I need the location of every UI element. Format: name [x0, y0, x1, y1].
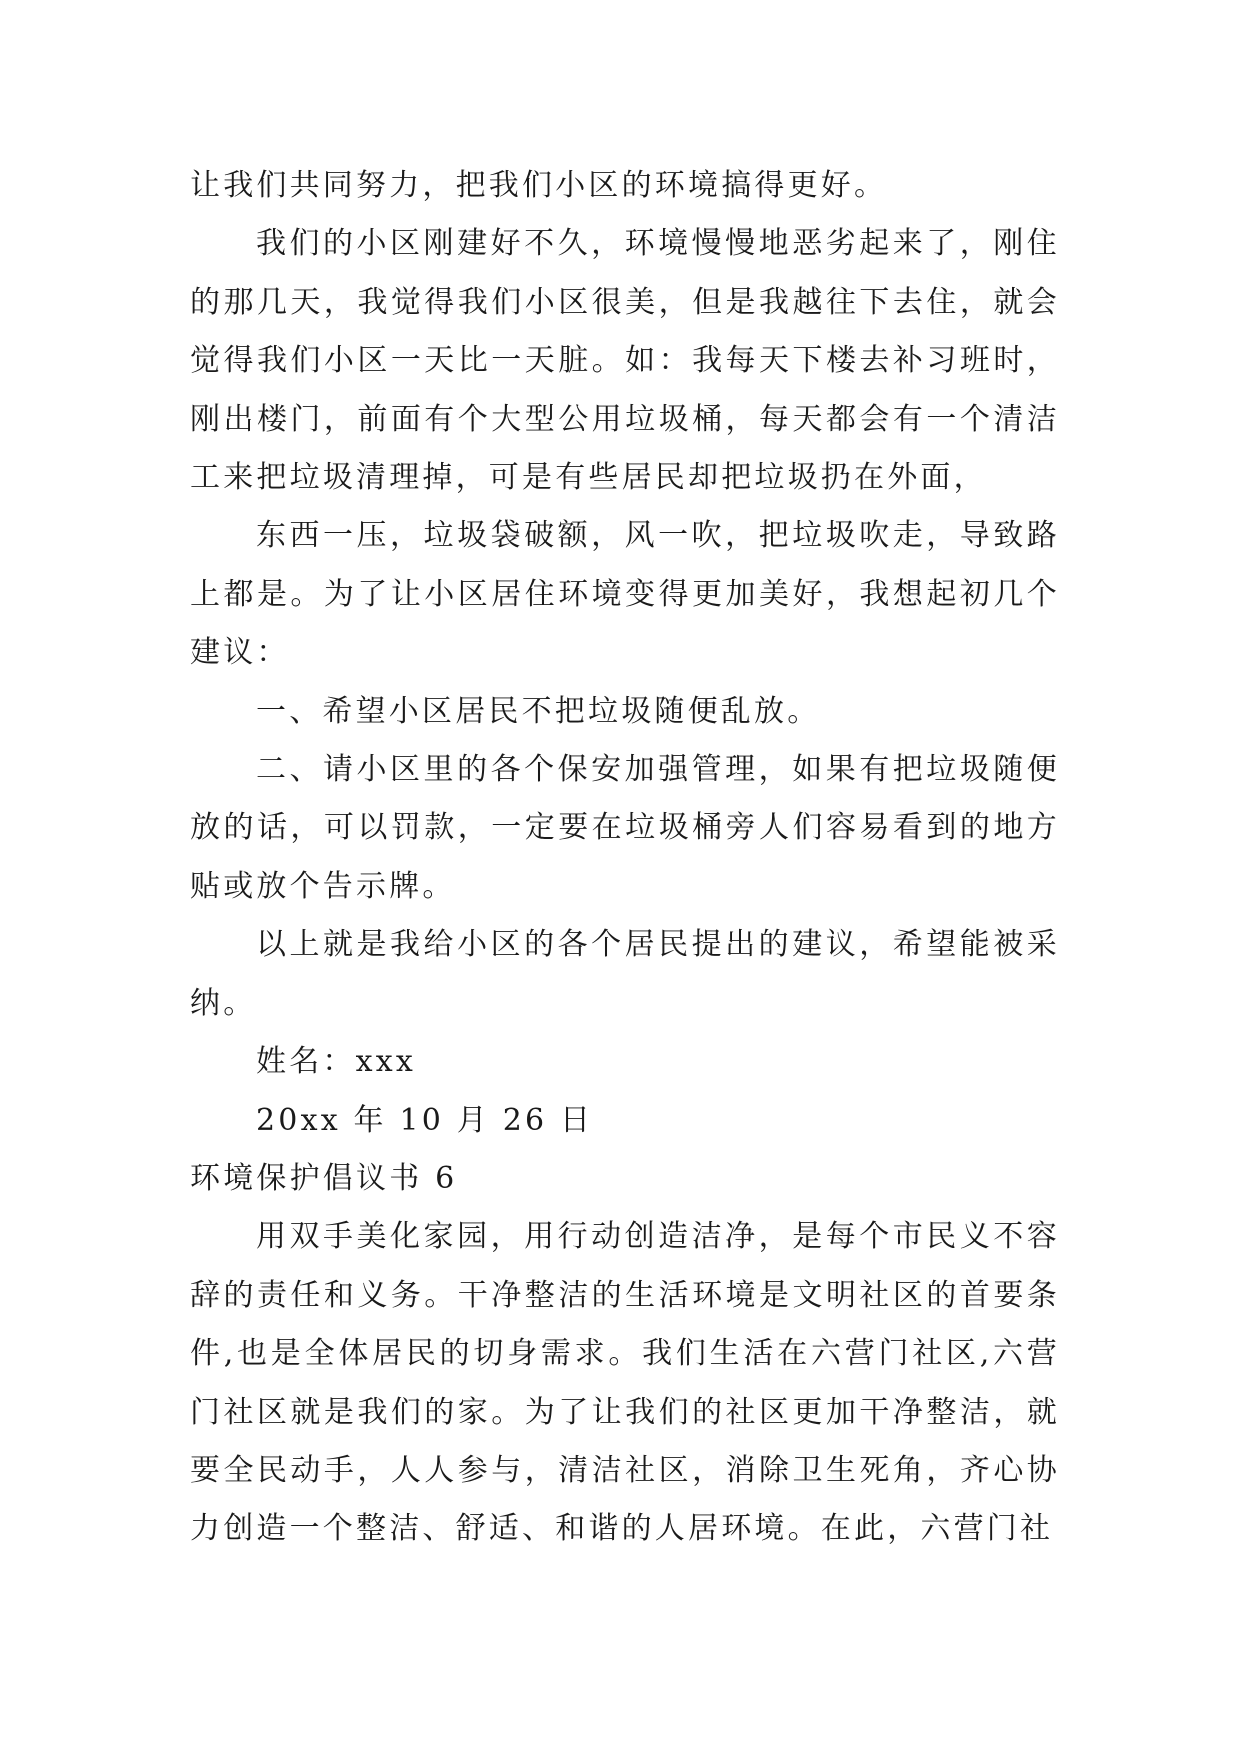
paragraph-closing-line: 让我们共同努力，把我们小区的环境搞得更好。: [190, 168, 888, 203]
signature-name: 姓名：xxx: [256, 1044, 416, 1080]
paragraph-environment-description: 我们的小区刚建好不久，环境慢慢地恶劣起来了，刚住的那几天，我觉得我们小区很美，但是我越往下去住，就会觉得我们小区一天比一天脏。如：我每天下楼去补习班时，刚出楼门，前面有个大型公用垃圾桶，每天都会有一个清洁工来把垃圾清理掉，可是有些居民却把垃圾扔在外面，: [190, 226, 1060, 496]
suggestion-one: 一、希望小区居民不把垃圾随便乱放。: [256, 693, 821, 729]
paragraph-conclusion: 以上就是我给小区的各个居民提出的建议，希望能被采纳。: [190, 927, 1060, 1021]
signature-date: 20xx 年 10 月 26 日: [256, 1102, 594, 1138]
suggestion-two: 二、请小区里的各个保安加强管理，如果有把垃圾随便放的话，可以罚款，一定要在垃圾桶旁人们容易看到的地方贴或放个告示牌。: [190, 752, 1060, 904]
document-body: [190, 157, 1060, 1559]
paragraph-problem-and-suggestions: 东西一压，垃圾袋破额，风一吹，把垃圾吹走，导致路上都是。为了让小区居住环境变得更加美好，我想起初几个建议：: [190, 518, 1060, 671]
section-title: 环境保护倡议书 6: [190, 1160, 458, 1196]
paragraph-proposal-intro: 用双手美化家园，用行动创造洁净，是每个市民义不容辞的责任和义务。干净整洁的生活环境是文明社区的首要条件,也是全体居民的切身需求。我们生活在六营门社区,六营门社区就是我们的家。为了让我们的社区更加干净整洁，就要全民动手，人人参与，清洁社区，消除卫生死角，齐心协力创造一个整洁、舒适、和谐的人居环境。在此，六营门社: [190, 1219, 1060, 1547]
